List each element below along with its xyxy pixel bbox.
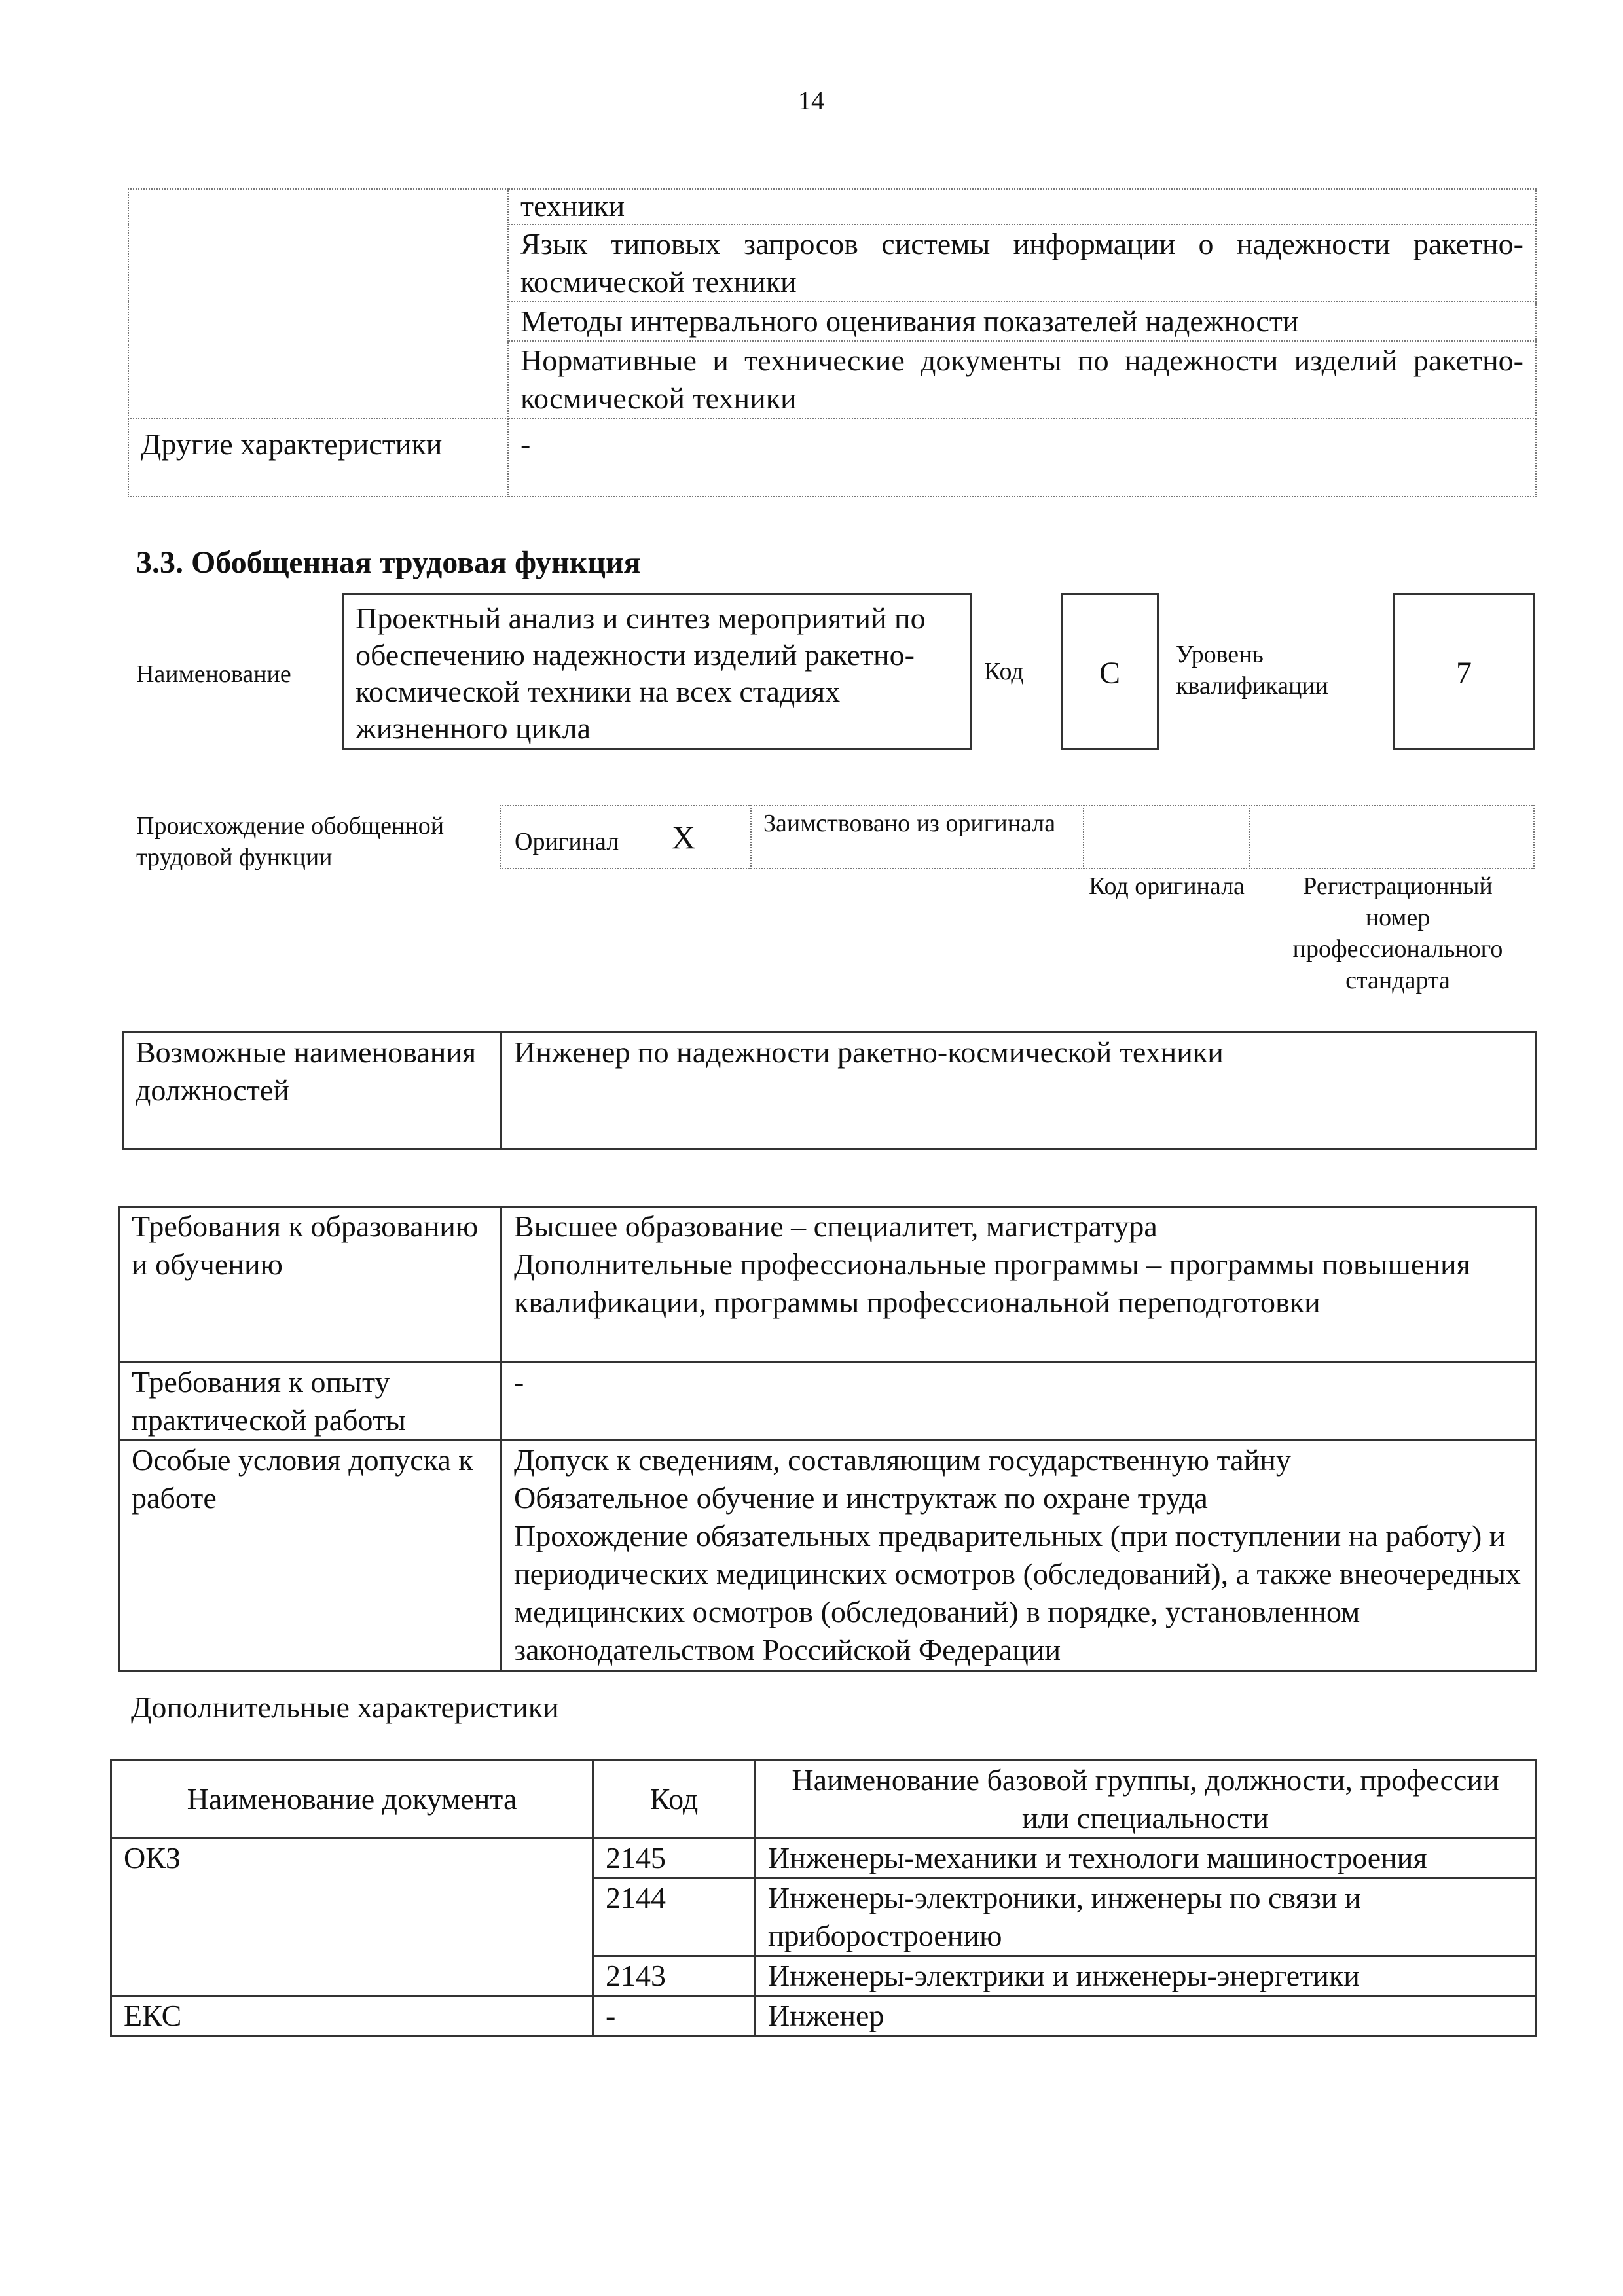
origin-divider xyxy=(1083,805,1084,869)
other-characteristics-label: Другие характеристики xyxy=(128,418,508,497)
continuation-table xyxy=(128,188,1537,497)
page-number: 14 xyxy=(798,86,824,115)
original-mark: X xyxy=(672,819,696,855)
experience-value: - xyxy=(501,1363,1536,1441)
experience-label: Требования к опыту практической работы xyxy=(119,1363,501,1441)
function-name: Проектный анализ и синтез мероприятий по обеспечению надежности изделий ракетно-космической техники на всех стадиях жизненного цикла xyxy=(342,593,972,750)
header-doc-name: Наименование документа xyxy=(111,1761,593,1839)
okz-label: ОКЗ xyxy=(111,1839,593,1996)
eks-label: ЕКС xyxy=(111,1996,593,2036)
header-code: Код xyxy=(593,1761,756,1839)
origin-divider xyxy=(1249,805,1250,869)
okz-code: 2144 xyxy=(593,1878,756,1956)
education-value xyxy=(501,1207,1536,1363)
origin-divider xyxy=(750,805,752,869)
knowledge-item: Методы интервального оценивания показателей надежности xyxy=(508,302,1536,341)
section-title: 3.3. Обобщенная трудовая функция xyxy=(136,545,641,580)
additional-table xyxy=(110,1759,1537,2037)
name-label: Наименование xyxy=(136,660,291,688)
okz-code: 2145 xyxy=(593,1839,756,1878)
code-value: С xyxy=(1061,593,1159,750)
reg-number-caption: Регистрационный номер профессионального стандарта xyxy=(1292,872,1503,994)
level-label: Уровень квалификации xyxy=(1176,641,1329,700)
education-line: Высшее образование – специалитет, магистратура xyxy=(514,1210,1158,1243)
positions-table xyxy=(122,1031,1537,1150)
okz-name: Инженеры-механики и технологи машиностроения xyxy=(756,1839,1536,1878)
knowledge-item: Язык типовых запросов системы информации о надежности ракетно-космической техники xyxy=(508,224,1536,302)
continuation-label-cell xyxy=(128,189,508,418)
code-original-caption: Код оригинала xyxy=(1089,872,1245,900)
education-label: Требования к образованию и обучению xyxy=(119,1207,501,1363)
conditions-label: Особые условия допуска к работе xyxy=(119,1441,501,1671)
knowledge-item: Нормативные и технические документы по надежности изделий ракетно-космической техники xyxy=(508,341,1536,418)
code-label: Код xyxy=(984,658,1024,685)
eks-code: - xyxy=(593,1996,756,2036)
eks-name: Инженер xyxy=(756,1996,1536,2036)
okz-name: Инженеры-электроники, инженеры по связи и приборостроению xyxy=(756,1878,1536,1956)
knowledge-item: техники xyxy=(508,189,1536,224)
positions-value: Инженер по надежности ракетно-космической техники xyxy=(501,1033,1536,1149)
conditions-line: Прохождение обязательных предварительных (при поступлении на работу) и периодических медицинских осмотров (обследований), а также внеочередных медицинских осмотров (обследований) в порядке, установленном законодательством Российской Федерации xyxy=(514,1519,1521,1666)
conditions-value xyxy=(501,1441,1536,1671)
okz-code: 2143 xyxy=(593,1956,756,1996)
education-line: Дополнительные профессиональные программы – программы повышения квалификации, программы профессиональной переподготовки xyxy=(514,1247,1470,1319)
header-group-name: Наименование базовой группы, должности, профессии или специальности xyxy=(756,1761,1536,1839)
okz-name: Инженеры-электрики и инженеры-энергетики xyxy=(756,1956,1536,1996)
conditions-line: Допуск к сведениям, составляющим государственную тайну xyxy=(514,1443,1291,1477)
origin-label: Происхождение обобщенной трудовой функции xyxy=(136,812,445,871)
original-label: Оригинал xyxy=(515,828,619,855)
positions-label: Возможные наименования должностей xyxy=(123,1033,501,1149)
other-characteristics-value: - xyxy=(508,418,1536,497)
conditions-line: Обязательное обучение и инструктаж по охране труда xyxy=(514,1481,1208,1515)
requirements-table xyxy=(118,1206,1537,1672)
level-value: 7 xyxy=(1393,593,1535,750)
borrowed-label: Заимствовано из оригинала xyxy=(763,810,1056,837)
additional-title: Дополнительные характеристики xyxy=(131,1691,559,1724)
